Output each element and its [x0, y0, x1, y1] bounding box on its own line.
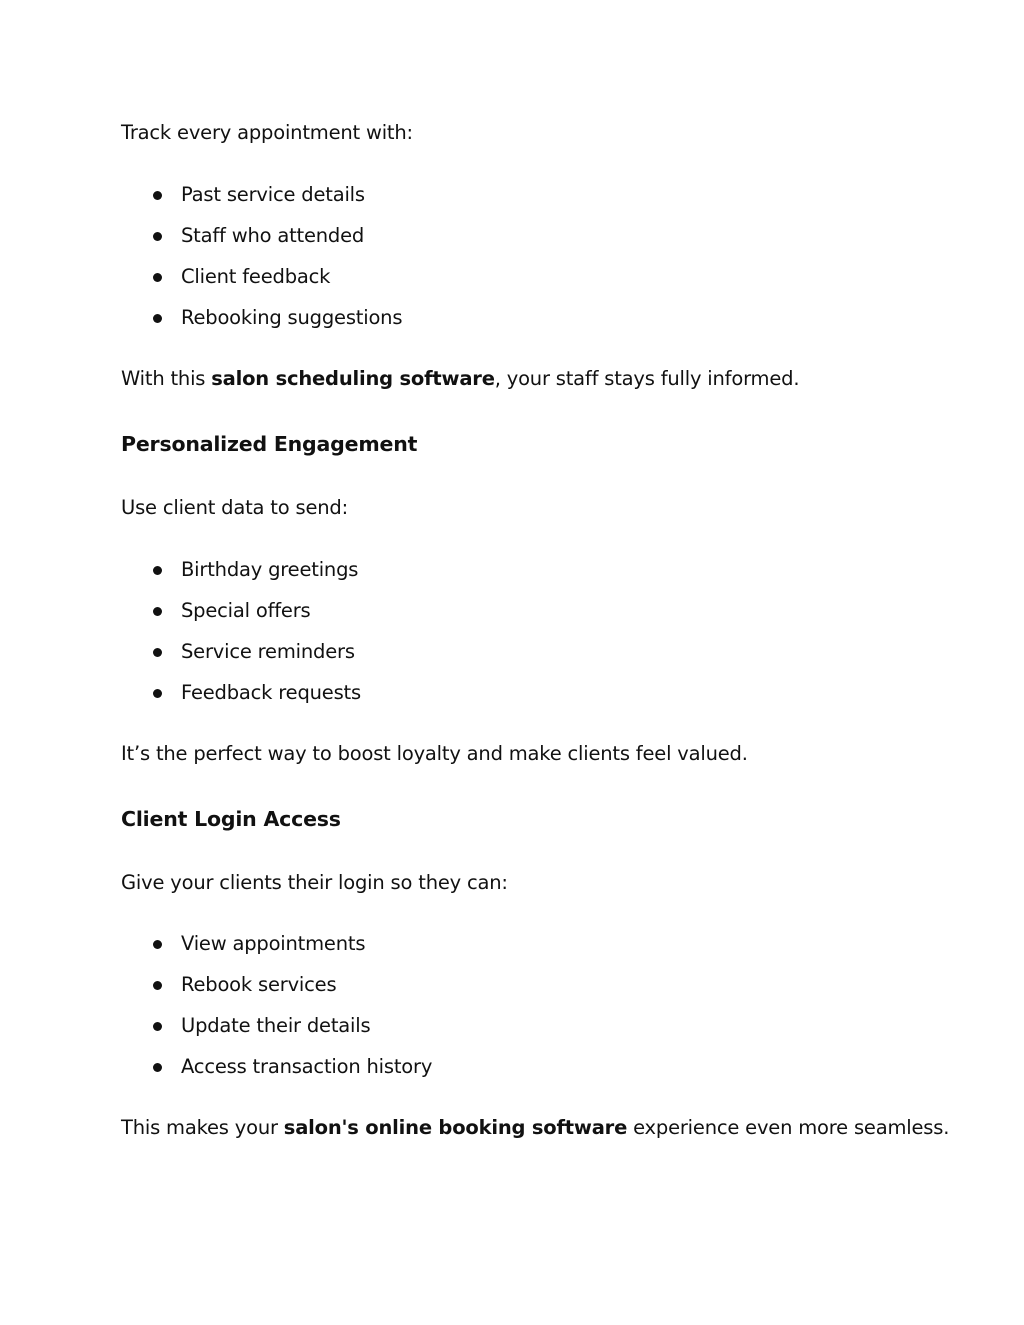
intro-paragraph: Track every appointment with:	[121, 121, 413, 144]
bullet-icon	[153, 273, 162, 282]
bold-keyword: salon's online booking software	[283, 1116, 628, 1139]
bullet-icon	[153, 648, 162, 657]
engagement-closing-paragraph: It’s the perfect way to boost loyalty and make clients feel valued.	[121, 742, 748, 765]
section-heading-login: Client Login Access	[121, 807, 341, 831]
section-heading-engagement: Personalized Engagement	[121, 432, 418, 456]
engagement-paragraph: Use client data to send:	[121, 496, 348, 519]
login-closing-paragraph: This makes your salon's online booking software experience even more seamless.	[121, 1116, 950, 1139]
bullet-icon	[153, 689, 162, 698]
bullet-icon	[153, 566, 162, 575]
bullet-icon	[153, 191, 162, 200]
bold-keyword: salon scheduling software	[211, 367, 495, 390]
login-paragraph: Give your clients their login so they can:	[121, 871, 508, 894]
bullet-icon	[153, 940, 162, 949]
bullet-icon	[153, 1063, 162, 1072]
bullet-icon	[153, 981, 162, 990]
intro-closing-paragraph: With this salon scheduling software, your staff stays fully informed.	[121, 367, 800, 390]
bullet-icon	[153, 607, 162, 616]
bullet-icon	[153, 1022, 162, 1031]
bullet-icon	[153, 314, 162, 323]
bullet-icon	[153, 232, 162, 241]
